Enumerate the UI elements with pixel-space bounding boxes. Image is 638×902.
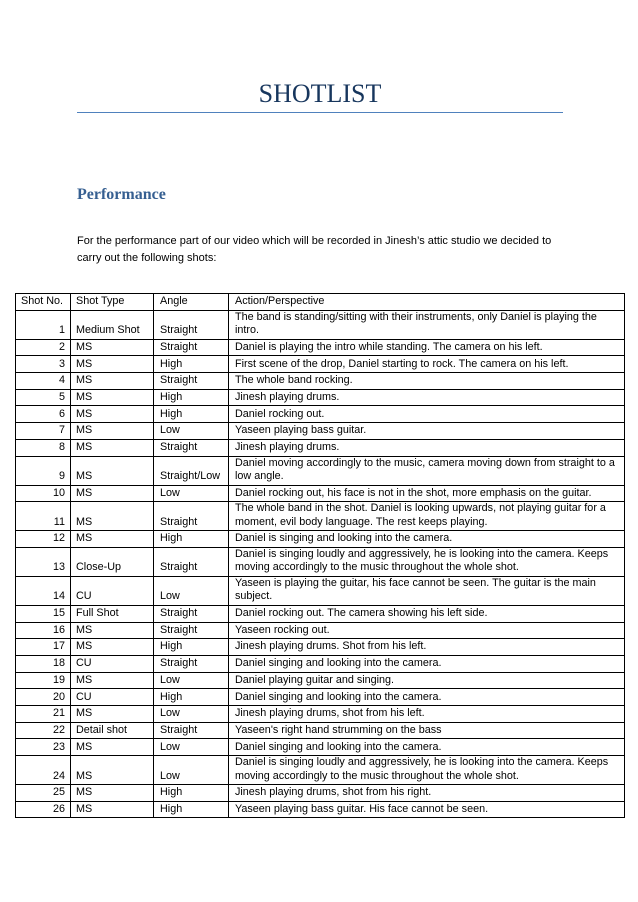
angle-cell: Straight: [154, 502, 229, 531]
shot-type-cell: MS: [71, 502, 154, 531]
action-cell: Jinesh playing drums, shot from his right.: [229, 785, 625, 802]
action-cell: Daniel is singing loudly and aggressively, he is looking into the camera. Keeps moving accordingly to the music throughout the whole shot.: [229, 756, 625, 785]
shot-type-cell: MS: [71, 639, 154, 656]
table-row: [16, 756, 625, 785]
action-cell: Daniel singing and looking into the camera.: [229, 689, 625, 706]
shot-type-cell: MS: [71, 739, 154, 756]
table-row: [16, 439, 625, 456]
table-row: [16, 655, 625, 672]
shot-number-cell: 9: [16, 456, 71, 485]
table-row: [16, 531, 625, 548]
column-header-shot-no: Shot No.: [16, 294, 71, 311]
action-cell: Daniel playing guitar and singing.: [229, 672, 625, 689]
intro-paragraph: For the performance part of our video which will be recorded in Jinesh’s attic studio we decided to carry out the following shots:: [77, 234, 552, 264]
shot-type-cell: MS: [71, 531, 154, 548]
angle-cell: Straight: [154, 722, 229, 739]
angle-cell: High: [154, 639, 229, 656]
shot-number-cell: 5: [16, 389, 71, 406]
table-row: [16, 785, 625, 802]
action-cell: The whole band in the shot. Daniel is looking upwards, not playing guitar for a moment, evil body language. The rest keeps playing.: [229, 502, 625, 531]
action-cell: Daniel singing and looking into the camera.: [229, 655, 625, 672]
shot-number-cell: 24: [16, 756, 71, 785]
action-cell: Daniel is singing and looking into the camera.: [229, 531, 625, 548]
shot-number-cell: 6: [16, 406, 71, 423]
action-cell: Daniel is singing loudly and aggressively, he is looking into the camera. Keeps moving accordingly to the music throughout the whole shot.: [229, 547, 625, 576]
column-header-angle: Angle: [154, 294, 229, 311]
table-row: [16, 485, 625, 502]
shot-type-cell: CU: [71, 689, 154, 706]
table-row: [16, 547, 625, 576]
action-cell: Daniel rocking out. The camera showing his left side.: [229, 605, 625, 622]
angle-cell: Low: [154, 672, 229, 689]
table-row: [16, 502, 625, 531]
shot-number-cell: 21: [16, 706, 71, 723]
shot-type-cell: MS: [71, 485, 154, 502]
action-cell: Daniel moving accordingly to the music, camera moving down from straight to a low angle.: [229, 456, 625, 485]
table-row: [16, 605, 625, 622]
shot-number-cell: 3: [16, 356, 71, 373]
shot-type-cell: CU: [71, 576, 154, 605]
column-header-shot-type: Shot Type: [71, 294, 154, 311]
action-cell: Yaseen is playing the guitar, his face cannot be seen. The guitar is the main subject.: [229, 576, 625, 605]
table-row: [16, 672, 625, 689]
shot-type-cell: CU: [71, 655, 154, 672]
angle-cell: Straight: [154, 439, 229, 456]
table-row: [16, 310, 625, 339]
document-title: SHOTLIST: [77, 79, 563, 113]
shot-number-cell: 18: [16, 655, 71, 672]
angle-cell: Low: [154, 576, 229, 605]
shot-number-cell: 14: [16, 576, 71, 605]
angle-cell: Straight/Low: [154, 456, 229, 485]
shot-type-cell: MS: [71, 456, 154, 485]
angle-cell: High: [154, 785, 229, 802]
angle-cell: High: [154, 406, 229, 423]
action-cell: Jinesh playing drums.: [229, 389, 625, 406]
shot-number-cell: 11: [16, 502, 71, 531]
table-row: [16, 576, 625, 605]
table-row: [16, 739, 625, 756]
shot-number-cell: 4: [16, 373, 71, 390]
action-cell: Daniel rocking out, his face is not in the shot, more emphasis on the guitar.: [229, 485, 625, 502]
shot-number-cell: 26: [16, 801, 71, 818]
angle-cell: Straight: [154, 339, 229, 356]
table-row: [16, 356, 625, 373]
action-cell: Yaseen playing bass guitar. His face cannot be seen.: [229, 801, 625, 818]
shot-type-cell: MS: [71, 439, 154, 456]
angle-cell: Straight: [154, 622, 229, 639]
shot-type-cell: Medium Shot: [71, 310, 154, 339]
shot-number-cell: 8: [16, 439, 71, 456]
shot-type-cell: MS: [71, 373, 154, 390]
angle-cell: Straight: [154, 605, 229, 622]
column-header-action: Action/Perspective: [229, 294, 625, 311]
table-row: [16, 689, 625, 706]
shot-type-cell: MS: [71, 406, 154, 423]
table-header-row: [16, 294, 625, 311]
table-row: [16, 423, 625, 440]
shot-type-cell: MS: [71, 706, 154, 723]
table-row: [16, 801, 625, 818]
shot-number-cell: 16: [16, 622, 71, 639]
table-row: [16, 373, 625, 390]
shot-type-cell: MS: [71, 801, 154, 818]
angle-cell: Low: [154, 706, 229, 723]
action-cell: Jinesh playing drums.: [229, 439, 625, 456]
shot-type-cell: MS: [71, 622, 154, 639]
action-cell: The whole band rocking.: [229, 373, 625, 390]
table-row: [16, 622, 625, 639]
shot-number-cell: 2: [16, 339, 71, 356]
angle-cell: Straight: [154, 655, 229, 672]
shot-number-cell: 17: [16, 639, 71, 656]
shot-number-cell: 10: [16, 485, 71, 502]
shot-number-cell: 12: [16, 531, 71, 548]
shot-type-cell: Detail shot: [71, 722, 154, 739]
angle-cell: High: [154, 689, 229, 706]
angle-cell: High: [154, 389, 229, 406]
table-row: [16, 406, 625, 423]
shot-type-cell: MS: [71, 672, 154, 689]
angle-cell: Low: [154, 423, 229, 440]
shot-type-cell: MS: [71, 785, 154, 802]
shot-list-table: [15, 293, 625, 818]
shot-number-cell: 15: [16, 605, 71, 622]
shot-number-cell: 23: [16, 739, 71, 756]
shot-number-cell: 19: [16, 672, 71, 689]
shot-type-cell: MS: [71, 756, 154, 785]
shot-type-cell: Full Shot: [71, 605, 154, 622]
action-cell: Daniel singing and looking into the camera.: [229, 739, 625, 756]
shot-type-cell: MS: [71, 423, 154, 440]
angle-cell: High: [154, 356, 229, 373]
shot-number-cell: 20: [16, 689, 71, 706]
angle-cell: Straight: [154, 373, 229, 390]
shot-number-cell: 13: [16, 547, 71, 576]
action-cell: First scene of the drop, Daniel starting to rock. The camera on his left.: [229, 356, 625, 373]
action-cell: Jinesh playing drums. Shot from his left.: [229, 639, 625, 656]
table-row: [16, 339, 625, 356]
shot-type-cell: Close-Up: [71, 547, 154, 576]
shot-type-cell: MS: [71, 339, 154, 356]
angle-cell: Low: [154, 485, 229, 502]
angle-cell: Low: [154, 756, 229, 785]
action-cell: Daniel rocking out.: [229, 406, 625, 423]
action-cell: Daniel is playing the intro while standing. The camera on his left.: [229, 339, 625, 356]
angle-cell: High: [154, 531, 229, 548]
action-cell: Yaseen playing bass guitar.: [229, 423, 625, 440]
action-cell: The band is standing/sitting with their instruments, only Daniel is playing the intro.: [229, 310, 625, 339]
shot-number-cell: 22: [16, 722, 71, 739]
action-cell: Jinesh playing drums, shot from his left.: [229, 706, 625, 723]
angle-cell: Straight: [154, 310, 229, 339]
section-heading: Performance: [77, 186, 166, 203]
angle-cell: Straight: [154, 547, 229, 576]
table-row: [16, 722, 625, 739]
shot-number-cell: 25: [16, 785, 71, 802]
shot-type-cell: MS: [71, 389, 154, 406]
table-row: [16, 706, 625, 723]
angle-cell: High: [154, 801, 229, 818]
shot-number-cell: 1: [16, 310, 71, 339]
shot-number-cell: 7: [16, 423, 71, 440]
angle-cell: Low: [154, 739, 229, 756]
shot-type-cell: MS: [71, 356, 154, 373]
table-row: [16, 389, 625, 406]
table-row: [16, 639, 625, 656]
table-row: [16, 456, 625, 485]
action-cell: Yaseen rocking out.: [229, 622, 625, 639]
action-cell: Yaseen's right hand strumming on the bass: [229, 722, 625, 739]
